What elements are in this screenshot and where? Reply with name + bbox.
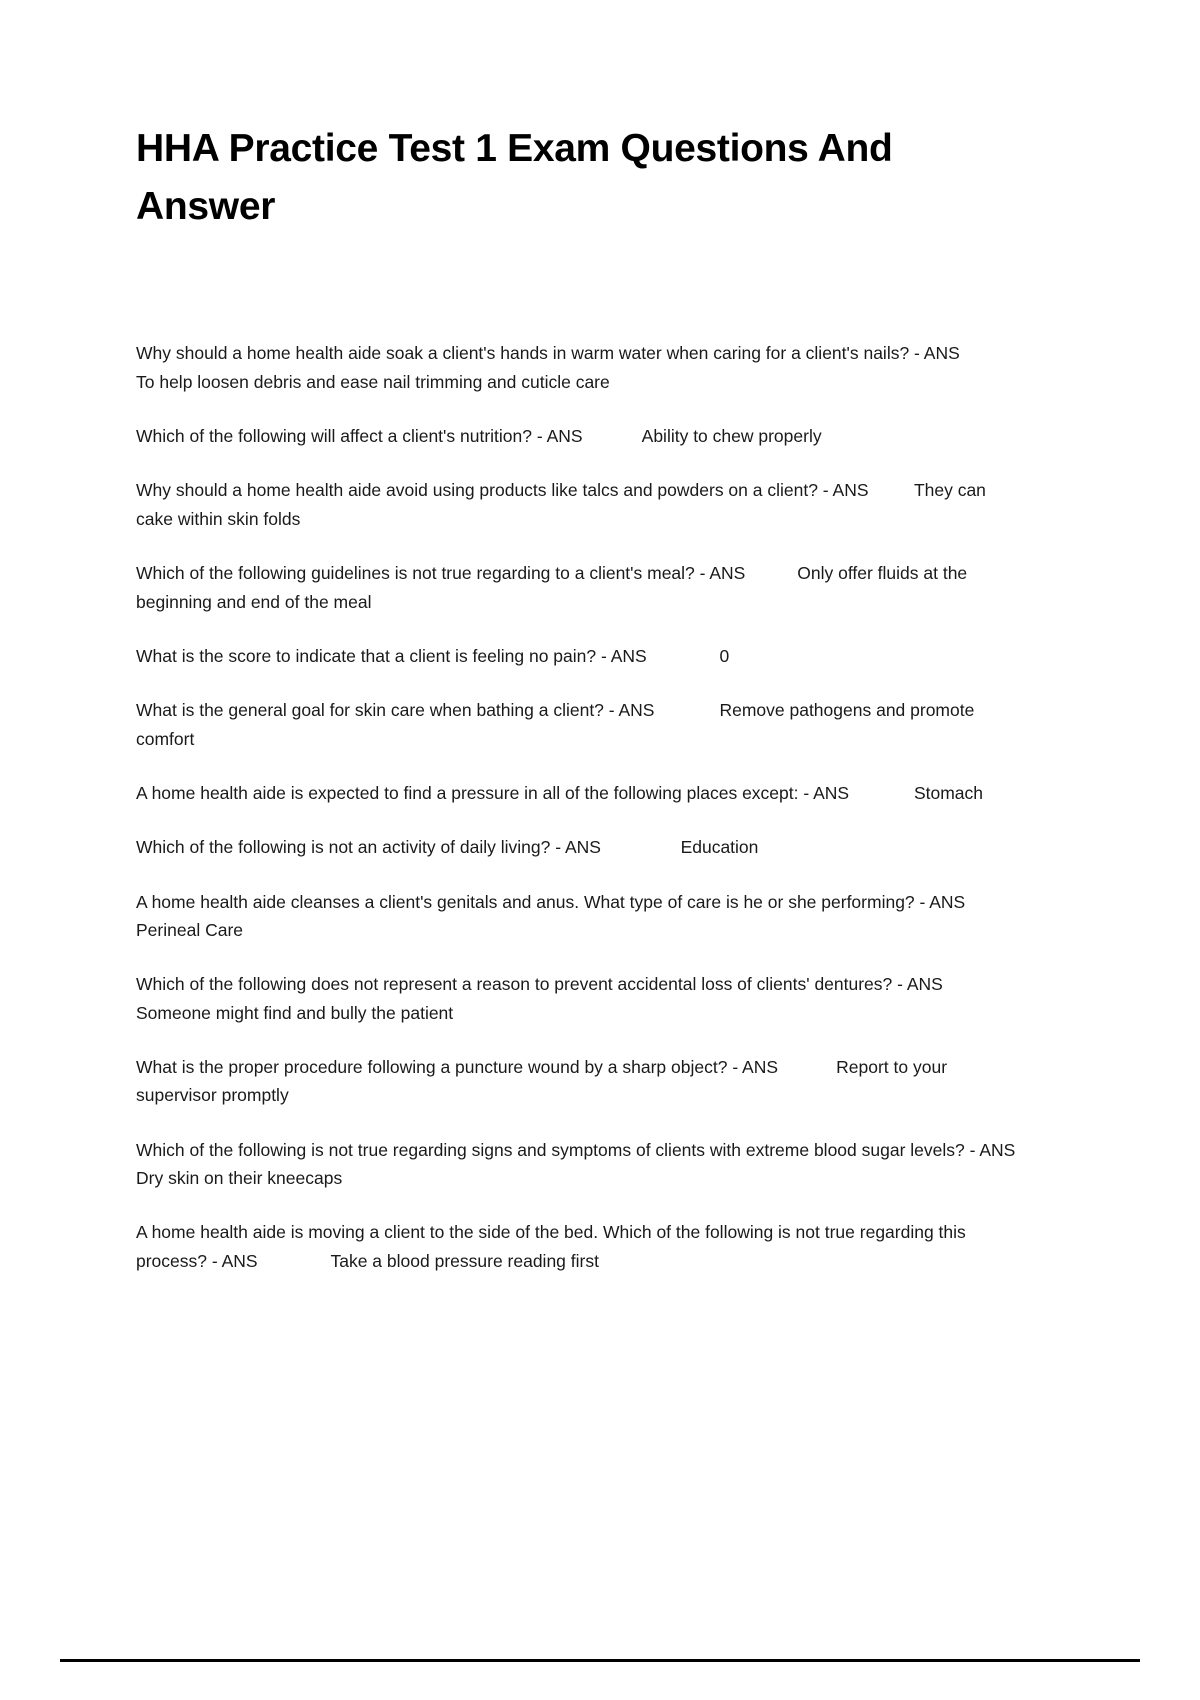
- document-content: [136, 120, 1070, 1275]
- qa-item: Why should a home health aide soak a client's hands in warm water when caring for a client's nails? - ANS To help loosen debris and ease nail trimming and cuticle care: [136, 343, 1031, 392]
- qa-item: Which of the following will affect a client's nutrition? - ANS Ability to chew properly: [136, 426, 822, 447]
- page-title: HHA Practice Test 1 Exam Questions And Answer: [136, 127, 893, 228]
- qa-item: Which of the following guidelines is not true regarding to a client's meal? - ANS Only offer fluids at the beginning and end of the meal: [136, 563, 973, 612]
- qa-item: Why should a home health aide avoid using products like talcs and powders on a client? - ANS They can cake within skin folds: [136, 480, 991, 529]
- qa-item: A home health aide is expected to find a pressure in all of the following places except: - ANS Stomach: [136, 782, 983, 803]
- qa-list: [136, 339, 1070, 1275]
- qa-item: What is the general goal for skin care when bathing a client? - ANS Remove pathogens and promote comfort: [136, 700, 980, 749]
- footer-divider: [60, 1659, 1140, 1662]
- qa-item: What is the score to indicate that a client is feeling no pain? - ANS 0: [136, 645, 730, 666]
- qa-item: What is the proper procedure following a puncture wound by a sharp object? - ANS Report to your supervisor promptly: [136, 1056, 952, 1106]
- qa-item: Which of the following is not true regarding signs and symptoms of clients with extreme blood sugar levels? - ANS Dry skin on their kneecaps: [136, 1139, 1070, 1188]
- qa-item: A home health aide cleanses a client's genitals and anus. What type of care is he or she performing? - ANS Perineal Care: [136, 891, 1031, 940]
- qa-item: Which of the following does not represent a reason to prevent accidental loss of clients' dentures? - ANS Someone might find and bully the patient: [136, 974, 992, 1023]
- qa-item: A home health aide is moving a client to the side of the bed. Which of the following is not true regarding this process? - ANS Take a blood pressure reading first: [136, 1222, 971, 1271]
- qa-item: Which of the following is not an activity of daily living? - ANS Education: [136, 837, 759, 858]
